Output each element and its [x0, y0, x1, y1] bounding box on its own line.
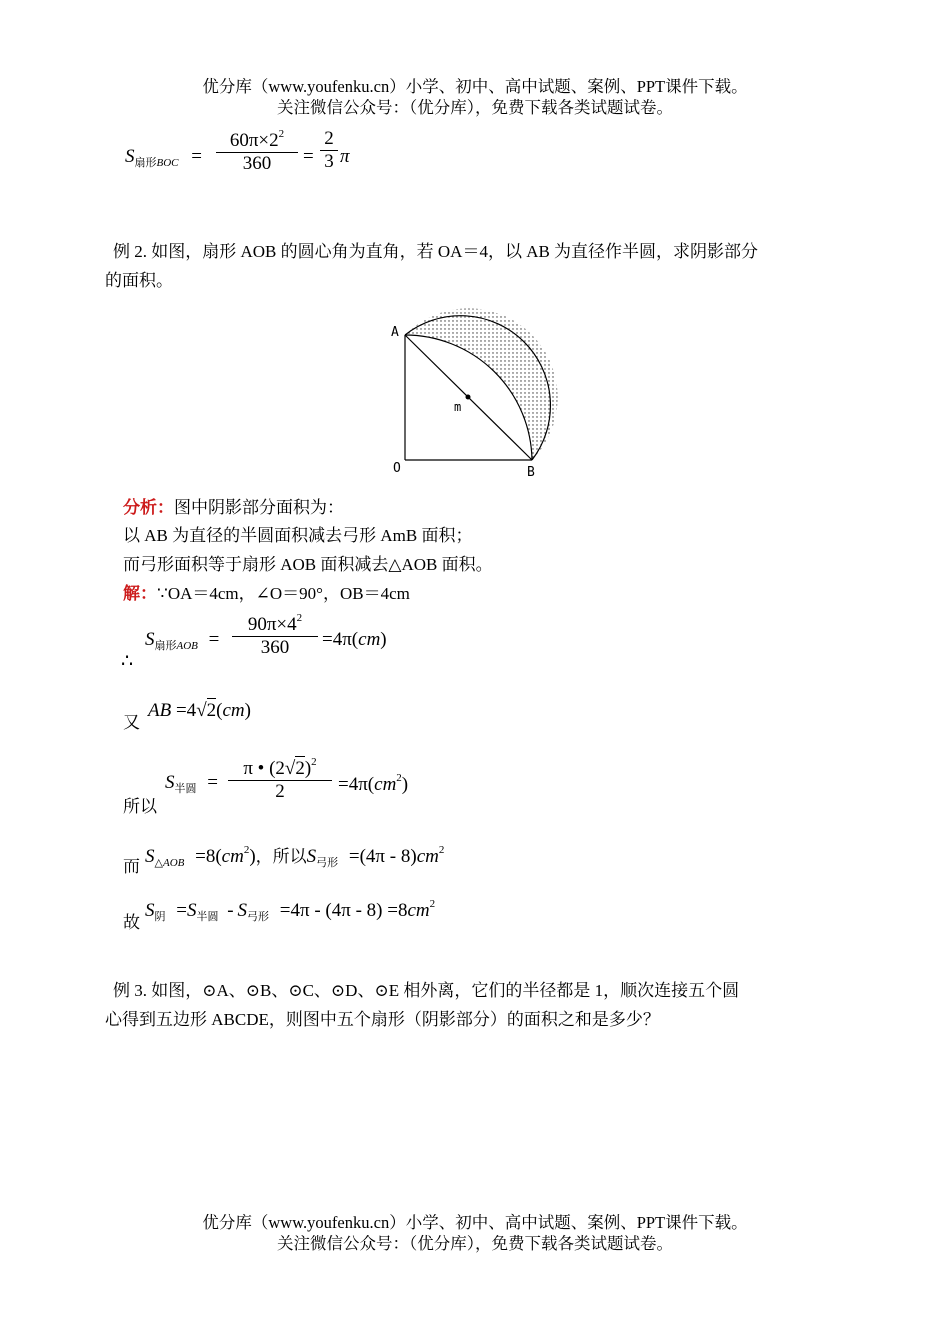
- label-m: m: [454, 400, 462, 414]
- formula-semicircle-fraction: π • $(2√2)^2$ 2: [228, 756, 332, 803]
- example-3-line-1: 例 3. 如图，⊙A、⊙B、⊙C、⊙D、⊙E 相外离，它们的半径都是 1，顺次连接五个圆: [113, 981, 740, 1000]
- formula-sector-boc-lhs: $S_{扇形BOC}$ =: [125, 146, 202, 169]
- label-o: O: [393, 461, 401, 476]
- formula-semicircle-prefix: 所以: [123, 797, 157, 816]
- formula-sector-aob-lhs: $S_{扇形AOB}$ =: [145, 629, 220, 652]
- midpoint-dot: [466, 395, 471, 400]
- formula-sector-boc-result: 2 3: [320, 128, 338, 173]
- shaded-region: [405, 308, 558, 460]
- footer-line-1: 优分库（www.youfenku.cn）小学、初中、高中试题、案例、PPT课件下载。: [202, 1213, 748, 1232]
- formula-semicircle-lhs: $S_{半圆}$ =: [165, 772, 218, 795]
- formula-sector-boc-eq2: =: [303, 146, 314, 167]
- example-2-line-1: 例 2. 如图，扇形 AOB 的圆心角为直角，若 OA＝4，以 AB 为直径作半圆，求阴影部分: [113, 242, 759, 261]
- analysis-line-1: 分析：图中阴影部分面积为：: [123, 498, 344, 517]
- solution-label: 解：: [123, 584, 157, 603]
- formula-semicircle-result: $=4\pi(cm^2)$: [338, 772, 409, 795]
- figure-sector-semicircle: [380, 300, 580, 482]
- formula-sector-boc-pi: π: [340, 146, 350, 167]
- label-b: B: [527, 465, 535, 480]
- header-line-2: 关注微信公众号：（优分库），免费下载各类试题试卷。: [277, 98, 673, 117]
- therefore-symbol: ∴: [121, 651, 134, 672]
- formula-shaded-area: $S_阴 =S_{半圆} - S_{弓形} =4\pi - (4\pi - 8) =8cm^2$: [145, 898, 436, 923]
- analysis-label: 分析：: [123, 498, 174, 517]
- example-3-line-2: 心得到五边形 ABCDE，则图中五个扇形（阴影部分）的面积之和是多少？: [105, 1010, 660, 1029]
- example-2-line-2: 的面积。: [105, 271, 173, 290]
- formula-ab-prefix: 又: [123, 713, 140, 732]
- label-a: A: [391, 325, 399, 340]
- formula-sector-boc-fraction: $60\pi\times 2^2$ 360: [216, 128, 298, 175]
- solution-line: 解：∵OA＝4cm，∠O＝90°，OB＝4cm: [123, 584, 410, 603]
- formula-ab-length: AB =4√2(cm): [148, 700, 251, 721]
- formula-shaded-prefix: 故: [123, 913, 140, 932]
- formula-triangle-prefix: 而: [123, 857, 140, 876]
- footer-line-2: 关注微信公众号：（优分库），免费下载各类试题试卷。: [277, 1234, 673, 1253]
- analysis-line-3: 而弓形面积等于扇形 AOB 面积减去△AOB 面积。: [123, 555, 493, 574]
- header-line-1: 优分库（www.youfenku.cn）小学、初中、高中试题、案例、PPT课件下载。: [202, 77, 748, 96]
- analysis-line-2: 以 AB 为直径的半圆面积减去弓形 AmB 面积；: [123, 526, 473, 545]
- formula-triangle-bow: $S_{\triangle AOB} =8(cm^2)$，所以$S_{弓形} =(4\pi - 8)cm^2$: [145, 844, 445, 869]
- formula-sector-aob-fraction: $90\pi\times 4^2$ 360: [232, 612, 318, 659]
- formula-sector-aob-result: =4π(cm): [322, 629, 387, 650]
